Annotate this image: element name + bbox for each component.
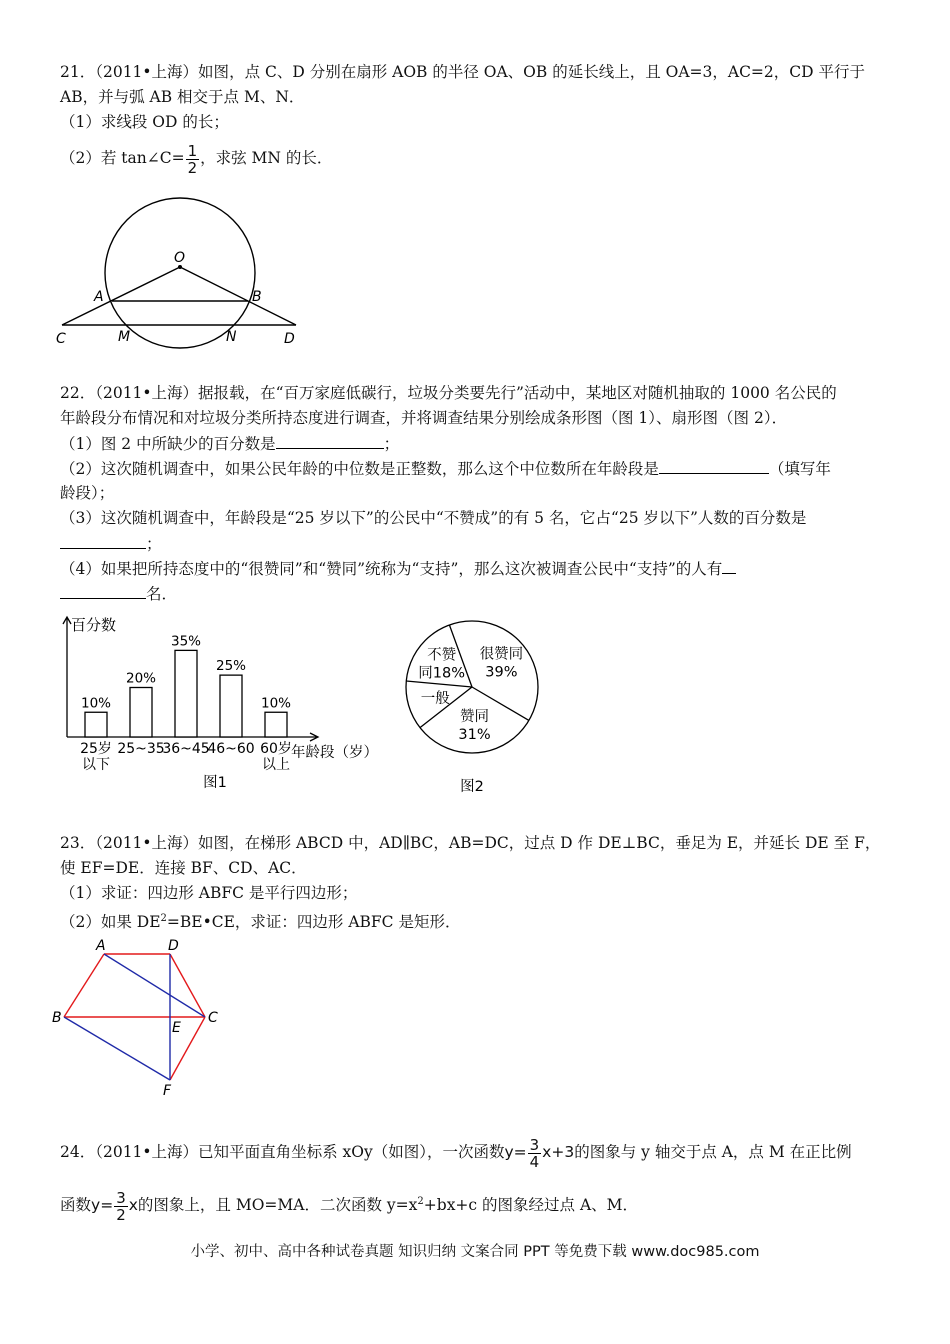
label-A: A <box>96 938 106 954</box>
label-N: N <box>226 329 237 345</box>
bar-value-label: 35% <box>170 633 202 650</box>
bar-value-label: 10% <box>80 695 112 712</box>
fraction-numerator: 1 <box>187 141 198 160</box>
q24-line1-suffix: 的图象与 y 轴交于点 A，点 M 在正比例 <box>574 1143 852 1161</box>
q23-part2-text: （2）如果 DE <box>60 913 161 932</box>
q21-part2-prefix: （2）若 tan∠C= <box>60 149 185 167</box>
fraction-denominator: 4 <box>529 1152 540 1171</box>
fraction-three-halves <box>114 1190 128 1223</box>
pie-slice-label: 赞同 <box>460 709 490 726</box>
segment-AC <box>104 954 205 1017</box>
q21-part1: （1）求线段 OD 的长； <box>60 113 229 131</box>
fraction-numerator: 3 <box>529 1135 540 1154</box>
fraction-denominator: 2 <box>116 1205 126 1224</box>
pie-slice-label: 31% <box>458 727 491 744</box>
figure-2-caption: 图2 <box>460 779 484 795</box>
q22-part1-suffix: ； <box>383 435 400 453</box>
bar <box>265 712 287 737</box>
q24-line2-text: 函数 <box>60 1196 92 1215</box>
q23-part2 <box>60 906 460 935</box>
label-D: D <box>284 331 295 347</box>
label-C: C <box>208 1010 218 1026</box>
q21-part2 <box>60 138 332 178</box>
q22-part4 <box>60 556 736 582</box>
q22-part4-suffix: 名． <box>146 585 178 603</box>
q23-part1: （1）求证：四边形 ABFC 是平行四边形； <box>60 884 358 902</box>
q23-line2: 使 EF=DE．连接 BF、CD、AC． <box>60 859 307 877</box>
category-label: 以上 <box>262 757 290 773</box>
label-O: O <box>174 250 186 266</box>
bar-value-label: 10% <box>260 695 292 712</box>
pie-slice-label: 39% <box>485 664 518 681</box>
category-label: 25岁 <box>80 741 112 757</box>
q22-part2-text: （2）这次随机调查中，如果公民年龄的中位数是正整数，那么这个中位数所在年龄段是 <box>60 460 659 478</box>
x-axis-label: 年龄段（岁） <box>291 745 378 761</box>
q22-line2: 年龄段分布情况和对垃圾分类所持态度进行调查，并将调查结果分别绘成条形图（图 1）、扇形图（图 2）． <box>60 409 788 427</box>
q21-part2-suffix: ，求弦 MN 的长． <box>200 149 333 167</box>
q22-part3: （3）这次随机调查中，年龄段是“25 岁以下”的公民中“不赞成”的有 5 名，它占“25 岁以下”人数的百分数是 <box>60 509 807 527</box>
q22-part1 <box>60 431 399 457</box>
formula-2-lhs: y= <box>91 1196 114 1215</box>
figure-1-caption: 图1 <box>203 775 227 791</box>
label-M: M <box>118 329 131 345</box>
label-B: B <box>52 1010 62 1026</box>
q24-line1 <box>60 1132 852 1172</box>
q24-line2-middle: 的图象上，且 MO=MA．二次函数 y=x <box>137 1196 418 1215</box>
segment-OD <box>180 267 296 325</box>
q22-part2-suffix: （填写年 <box>768 460 831 478</box>
q22-part3-suffix: ； <box>146 535 162 553</box>
q23-part2-suffix: =BE•CE，求证：四边形 ABFC 是矩形． <box>166 913 461 932</box>
q22-part3-answer <box>60 531 162 557</box>
label-D: D <box>168 938 179 954</box>
bar <box>220 675 242 737</box>
q22-part2-cont: 龄段）； <box>60 484 115 502</box>
answer-blank-2[interactable] <box>659 456 769 474</box>
label-A: A <box>94 289 104 305</box>
answer-blank-3[interactable] <box>60 531 146 549</box>
superscript: 2 <box>160 913 167 924</box>
q24-line2-suffix: +bx+c 的图象经过点 A、M． <box>423 1196 639 1215</box>
label-E: E <box>172 1020 181 1036</box>
bar-value-label: 20% <box>125 670 157 687</box>
segment-AB <box>64 954 104 1017</box>
fraction-three-quarters <box>528 1137 542 1170</box>
segment-BF <box>64 1017 170 1080</box>
pie-chart-figure2 <box>400 615 550 800</box>
q23-line1: 23．（2011•上海）如图，在梯形 ABCD 中，AD∥BC，AB=DC，过点 D 作 DE⊥BC，垂足为 E，并延长 DE 至 F， <box>60 834 881 852</box>
q21-line1: 21．（2011•上海）如图，点 C、D 分别在扇形 AOB 的半径 OA、OB 的延长线上，且 OA=3，AC=2，CD 平行于 <box>60 63 865 81</box>
superscript: 2 <box>417 1196 424 1207</box>
category-label: 46~60 <box>207 741 255 757</box>
q22-part1-text: （1）图 2 中所缺少的百分数是 <box>60 435 276 453</box>
category-label: 25~35 <box>117 741 165 757</box>
bar-chart-figure1 <box>55 610 400 805</box>
bar-value-label: 25% <box>215 658 247 675</box>
q22-line1: 22．（2011•上海）据报载，在“百万家庭低碳行，垃圾分类要先行”活动中，某地区对随机抽取的 1000 名公民的 <box>60 384 837 402</box>
bar <box>175 650 197 737</box>
label-C: C <box>56 331 66 347</box>
q24-line1-text: 24．（2011•上海）已知平面直角坐标系 xOy（如图），一次函数 <box>60 1143 505 1161</box>
category-label: 60岁 <box>260 741 292 757</box>
pie-slice-label: 很赞同 <box>479 646 524 663</box>
bar <box>85 712 107 737</box>
segment-DC <box>170 954 205 1017</box>
page-footer: 小学、初中、高中各种试卷真题 知识归纳 文案合同 PPT 等免费下载 www.doc985.com <box>190 1244 760 1260</box>
formula-1-lhs: y= <box>504 1143 527 1161</box>
bar <box>130 688 152 738</box>
answer-blank-4[interactable] <box>60 581 146 599</box>
pie-slice-label: 同18% <box>418 665 466 682</box>
q21-line2: AB，并与弧 AB 相交于点 M、N． <box>60 88 305 106</box>
q22-part4-text: （4）如果把所持态度中的“很赞同”和“赞同”统称为“支持”，那么这次被调查公民中“支持”的人有 <box>60 560 723 578</box>
answer-blank-4a[interactable] <box>722 556 736 574</box>
q24-line2 <box>60 1182 638 1225</box>
q21-figure <box>50 185 320 355</box>
q22-part4-answer <box>60 581 177 607</box>
pie-slice-label: 不赞 <box>427 647 457 664</box>
q23-figure <box>50 935 240 1095</box>
category-label: 以下 <box>82 757 110 773</box>
fraction-numerator: 3 <box>116 1188 126 1207</box>
label-B: B <box>252 289 262 305</box>
fraction-denominator: 2 <box>187 158 198 177</box>
label-F: F <box>163 1083 172 1095</box>
y-axis-label: 百分数 <box>71 616 117 634</box>
formula-2-rhs: x <box>128 1196 138 1215</box>
q22-part2 <box>60 456 831 482</box>
formula-1-rhs: x+3 <box>542 1143 575 1161</box>
category-label: 36~45 <box>162 741 210 757</box>
pie-slice-label: 一般 <box>420 690 450 707</box>
segment-OC <box>62 267 180 325</box>
fraction-one-half <box>186 143 200 176</box>
answer-blank-1[interactable] <box>276 431 384 449</box>
